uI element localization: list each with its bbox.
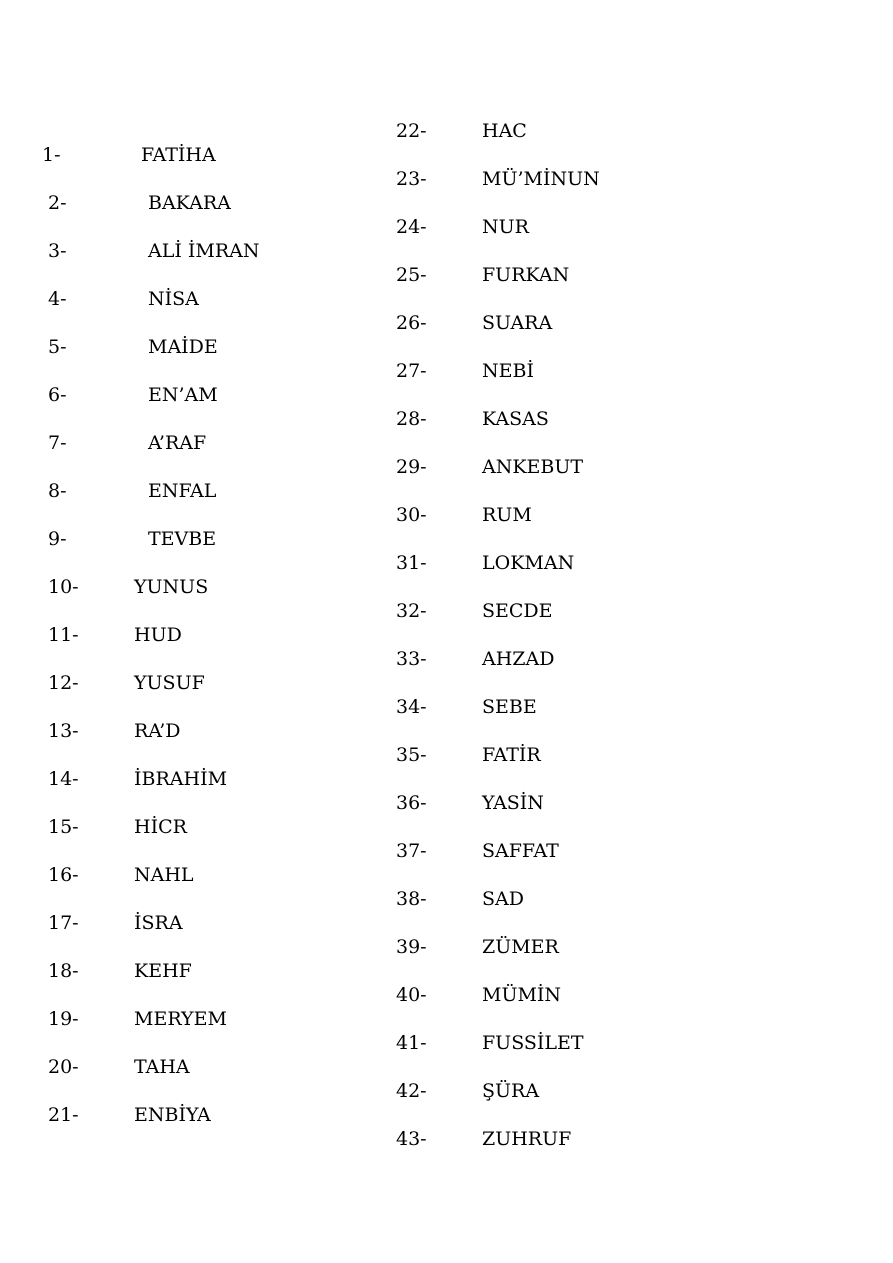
item-number: 39- [396, 936, 427, 958]
item-number: 24- [396, 216, 427, 238]
item-number: 11- [48, 624, 79, 646]
item-number: 7- [48, 432, 67, 454]
item-name: HAC [482, 120, 527, 142]
item-name: SUARA [482, 312, 553, 334]
item-name: BAKARA [148, 192, 231, 214]
item-number: 29- [396, 456, 427, 478]
item-name: NUR [482, 216, 529, 238]
item-name: HUD [134, 624, 182, 646]
item-name: NAHL [134, 864, 194, 886]
item-name: AHZAD [482, 648, 555, 670]
item-number: 40- [396, 984, 427, 1006]
item-number: 22- [396, 120, 427, 142]
item-number: 36- [396, 792, 427, 814]
item-number: 9- [48, 528, 67, 550]
item-number: 10- [48, 576, 79, 598]
item-number: 17- [48, 912, 79, 934]
item-name: MAİDE [148, 336, 218, 358]
item-name: FATİHA [141, 144, 216, 166]
item-name: SAFFAT [482, 840, 559, 862]
item-number: 1- [42, 144, 61, 166]
item-number: 42- [396, 1080, 427, 1102]
item-number: 8- [48, 480, 67, 502]
item-number: 35- [396, 744, 427, 766]
item-number: 2- [48, 192, 67, 214]
item-name: YASİN [482, 792, 544, 814]
item-number: 5- [48, 336, 67, 358]
item-number: 18- [48, 960, 79, 982]
item-number: 32- [396, 600, 427, 622]
item-name: FURKAN [482, 264, 570, 286]
item-name: ENFAL [148, 480, 217, 502]
item-name: SAD [482, 888, 524, 910]
item-name: NEBİ [482, 360, 534, 382]
item-name: KASAS [482, 408, 549, 430]
item-number: 33- [396, 648, 427, 670]
item-number: 14- [48, 768, 79, 790]
item-name: ZUHRUF [482, 1128, 572, 1150]
item-name: İBRAHİM [134, 768, 228, 790]
item-number: 4- [48, 288, 67, 310]
item-number: 26- [396, 312, 427, 334]
item-name: MÜ’MİNUN [482, 168, 600, 190]
item-name: ANKEBUT [482, 456, 584, 478]
item-number: 30- [396, 504, 427, 526]
item-name: TEVBE [148, 528, 217, 550]
item-name: HİCR [134, 816, 187, 838]
item-number: 15- [48, 816, 79, 838]
item-number: 13- [48, 720, 79, 742]
item-name: LOKMAN [482, 552, 575, 574]
item-number: 12- [48, 672, 79, 694]
item-number: 28- [396, 408, 427, 430]
item-number: 6- [48, 384, 67, 406]
item-number: 43- [396, 1128, 427, 1150]
item-number: 27- [396, 360, 427, 382]
item-name: SEBE [482, 696, 537, 718]
item-number: 23- [396, 168, 427, 190]
item-number: 31- [396, 552, 427, 574]
item-name: EN’AM [148, 384, 218, 406]
item-number: 25- [396, 264, 427, 286]
item-name: SECDE [482, 600, 553, 622]
item-name: MERYEM [134, 1008, 227, 1030]
item-number: 41- [396, 1032, 427, 1054]
item-number: 20- [48, 1056, 79, 1078]
item-name: ŞÜRA [482, 1080, 540, 1102]
item-name: FATİR [482, 744, 541, 766]
item-name: MÜMİN [482, 984, 562, 1006]
item-number: 19- [48, 1008, 79, 1030]
item-number: 3- [48, 240, 67, 262]
item-name: KEHF [134, 960, 192, 982]
item-name: İSRA [134, 912, 183, 934]
item-name: TAHA [134, 1056, 190, 1078]
item-name: RA’D [134, 720, 181, 742]
item-name: YUNUS [134, 576, 209, 598]
item-name: A’RAF [148, 432, 207, 454]
item-name: RUM [482, 504, 532, 526]
item-name: ALİ İMRAN [148, 240, 260, 262]
item-name: ZÜMER [482, 936, 559, 958]
item-name: YUSUF [134, 672, 205, 694]
item-name: NİSA [148, 288, 199, 310]
item-name: ENBİYA [134, 1104, 211, 1126]
item-number: 38- [396, 888, 427, 910]
item-name: FUSSİLET [482, 1032, 584, 1054]
item-number: 21- [48, 1104, 79, 1126]
item-number: 34- [396, 696, 427, 718]
item-number: 16- [48, 864, 79, 886]
item-number: 37- [396, 840, 427, 862]
